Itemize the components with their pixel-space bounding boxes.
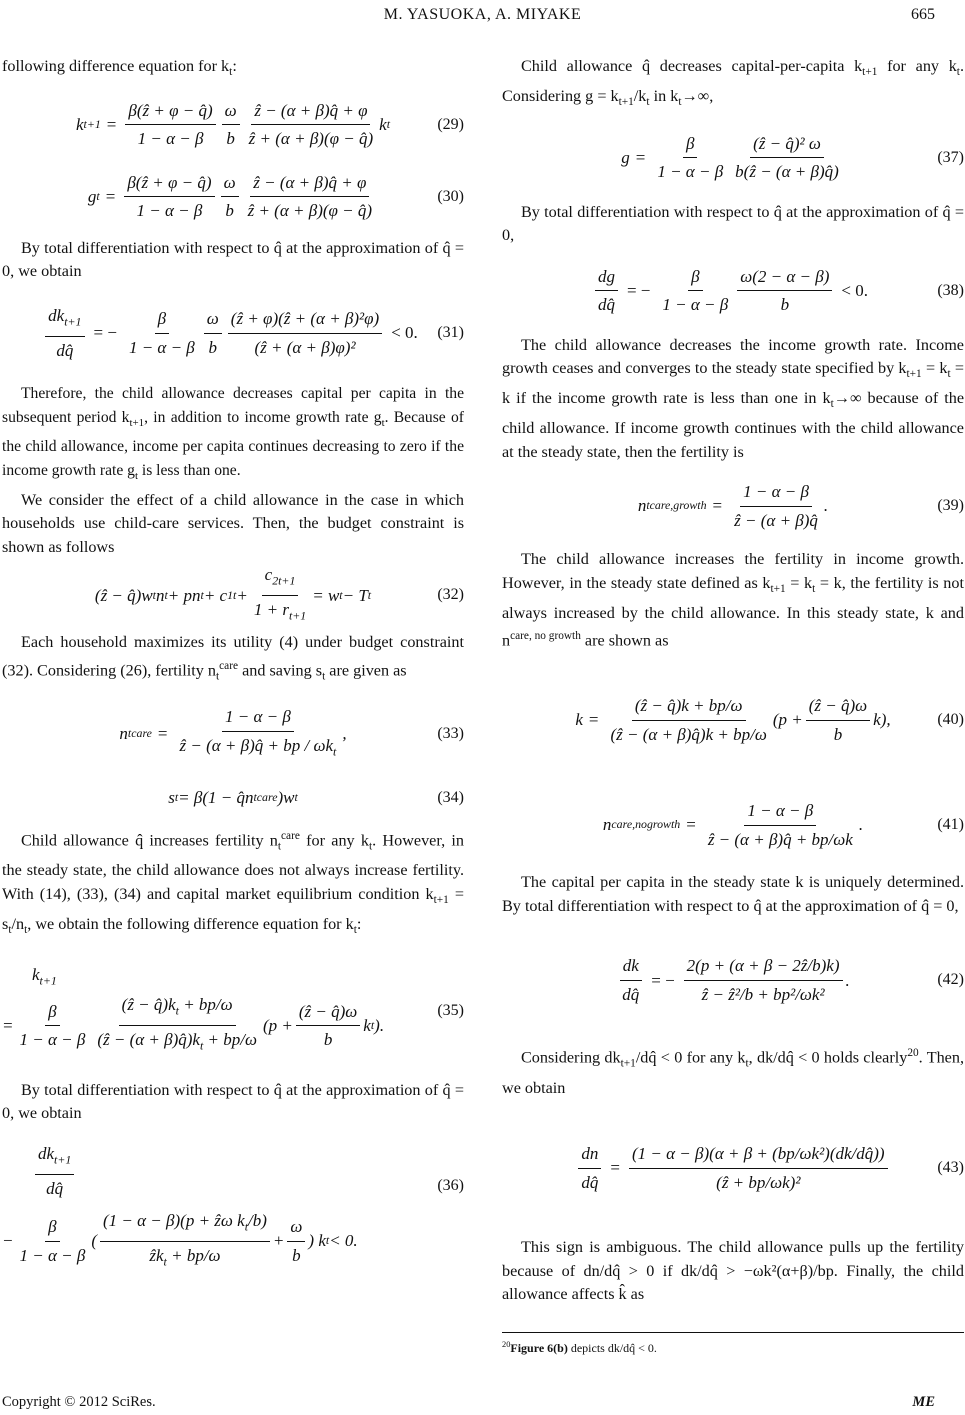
paragraph: following difference equation for $k_t$: [2, 57, 237, 79]
right-column [502, 55, 964, 1307]
footnote-divider [502, 1332, 964, 1333]
paragraph: Child allowance q̂ increases fertility $n_t^{care}$ for any $k_t$. However, in the steady state, the child allowance does not always increase fertility. With (14), (33), (34) and capital market equilibrium condition $k_{t+1} = s_t/n_t$, we obtain the following difference equation for $k_t$: [2, 830, 464, 937]
paragraph: The child allowance decreases the income growth rate. Income growth ceases and converges to the steady state specified by $k_{t+1} = k_t = k$ if the income growth rate is less than one in $k_t\to\infty$ because of the child allowance. If income growth continues with the child allowance at the steady state, then the fertility is [502, 335, 964, 461]
paragraph: This sign is ambiguous. The child allowance pulls up the fertility because of dn/dq̂ > 0 if dk/dq̂ > −ωk²(α+β)/bp. Finally, the child allowance affects k̂ as [502, 1238, 964, 1304]
paragraph: We consider the effect of a child allowance in the case in which households use child-care services. Then, the budget constraint is shown as follows [2, 490, 464, 556]
equation-40: k = $\frac{\text{(ẑ − q̂)k + bp/ω}}{\text{(ẑ − (α + β)q̂)k + bp/ω}}$ (p + $\frac{\text{(ẑ − q̂)ω}}{b}$ k), (40) [575, 696, 964, 744]
equation-43: $\frac{dn}{dq̂}$ = $\frac{\text{(1 − α − β)(α + β + (bp/ωk²)(dk/dq̂))}}{\text{(ẑ + bp/ωk)²}}$ (43) [502, 1108, 964, 1228]
paragraph: By total differentiation with respect to q̂ at the approximation of q̂ = 0, [502, 202, 964, 245]
copyright: Copyright © 2012 SciRes. [2, 1394, 156, 1410]
equation-38: $\frac{dg}{dq̂}$ = − $\frac{\beta}{1 - \alpha - \beta}$ $\frac{\omega(2 - \alpha - \beta)}{b}$ < 0. (38) [502, 256, 964, 326]
equation-34: s t = β(1 − q̂n t care )w t (34) [168, 788, 464, 808]
equation-35: $k_{t+1}$ = $\frac{\beta}{1 - \alpha - \beta}$ $\frac{(ẑ - q̂)k_t + bp/\omega}{(ẑ - (\alpha + \beta)q̂)k_t + bp/\omega}$ (p + $\frac{\text{(ẑ − q̂)ω}}{b}$ k t ). (35) [2, 965, 464, 1053]
running-title: M. YASUOKA, A. MIYAKE [383, 6, 582, 23]
paragraph: The child allowance increases the fertility in income growth. However, in the steady state defined as $k_{t+1} = k_t = k$, the fertility is not always increased by the child allowance. In this steady state, k and $n^{care, no growth}$ are shown as [502, 550, 964, 650]
equation-42: $\frac{dk}{dq̂}$ = − $\frac{\text{2(p + (α + β − 2ẑ/b)k)}}{\text{ẑ − ẑ²/b + bp²/ωk²}}$ . (42) [502, 926, 964, 1034]
equation-31: $\frac{dk_{t+1}}{dq̂}$ = − $\frac{\beta}{1 - \alpha - \beta}$ $\frac{\omega}{b}$ $\frac{\text{(ẑ + φ)(ẑ + (α + β)²φ)}}{\text{(ẑ + (α + β)φ)²}}$ < 0. (31) [2, 292, 464, 374]
equation-30: g t = $\frac{\text{β(ẑ + φ − q̂)}}{1 - \alpha - \beta}$ $\frac{\omega}{b}$ $\frac{\text{ẑ − (α + β)q̂ + φ}}{\text{ẑ + (α + β)(φ − q̂)}}$ (30) [87, 172, 464, 221]
left-column [2, 55, 464, 1290]
paragraph: By total differentiation with respect to q̂ at the approximation of q̂ = 0, we obtain [2, 238, 464, 281]
paragraph: Child allowance q̂ decreases capital-per-capita $k_{t+1}$ for any $k_t$. Considering $g = k_{t+1}/k_t$ in $k_t\to\infty$, [502, 57, 964, 109]
equation-33: n t care = $\frac{1 - \alpha - \beta}{ẑ - (\alpha + \beta)q̂ + bp / \omega k_t}$ , (33) [119, 706, 464, 758]
paragraph: By total differentiation with respect to q̂ at the approximation of q̂ = 0, we obtain [2, 1080, 464, 1123]
equation-29: k t+1 = $\frac{\text{β(ẑ + φ − q̂)}}{1 - \alpha - \beta}$ $\frac{\omega}{b}$ $\frac{\text{ẑ − (α + β)q̂ + φ}}{\text{ẑ + (α + β)(φ − q̂)}}$ k t (29) [75, 100, 464, 149]
paragraph: Considering $dk_{t+1}/dq̂ < 0$ for any $k_t$, dk/dq̂ < 0 holds clearly$^{20}$. Then, we obtain [502, 1047, 965, 1097]
page-header [0, 4, 965, 28]
journal-abbrev: ME [912, 1394, 935, 1410]
equation-36: $\frac{dk_{t+1}}{dq̂}$ − $\frac{\beta}{1 - \alpha - \beta}$ ( $\frac{(1 - \alpha - \beta)(p + ẑ\omega k_t/b)}{ẑk_t + bp/\omega}$ + $\frac{\omega}{b}$ ) k t < 0. (36) [2, 1144, 464, 1269]
paragraph: The capital per capita in the steady state k is uniquely determined. By total differentiation with respect to q̂ at the approximation of q̂ = 0, [502, 873, 964, 915]
equation-37: g = $\frac{\beta}{1 - \alpha - \beta}$ $\frac{\text{(ẑ − q̂)² ω}}{\text{b(ẑ − (α + β)q̂)}}$ (37) [621, 133, 964, 182]
equation-41: n care,nogrowth = $\frac{1 - \alpha - \beta}{\text{ẑ − (α + β)q̂ + bp/ωk}}$ . (41) [602, 801, 964, 849]
footnote: $^{20}$Figure 6(b) depicts dk/dq̂ < 0. [502, 1340, 657, 1355]
equation-32: (ẑ − q̂)w t n t + pn t + c 1t + $\frac{c_{2t+1}}{1 + r_{t+1}}$ = w t − T t (32) [94, 564, 464, 623]
paragraph: Therefore, the child allowance decreases capital per capita in the subsequent period $k_{t+1}$, in addition to income growth rate $g_t$. Because of the child allowance, income per capita continues decreasing to zero if the income growth rate $g_t$ is less than one. [2, 385, 464, 483]
page-number: 665 [911, 6, 935, 23]
paragraph: Each household maximizes its utility (4) under budget constraint (32). Considering (26), fertility $n_t^{care}$ and saving $s_t$ are given as [2, 633, 464, 683]
equation-39: n t care,growth = $\frac{1 - \alpha - \beta}{\text{ẑ − (α + β)q̂}}$ . (39) [637, 482, 964, 530]
